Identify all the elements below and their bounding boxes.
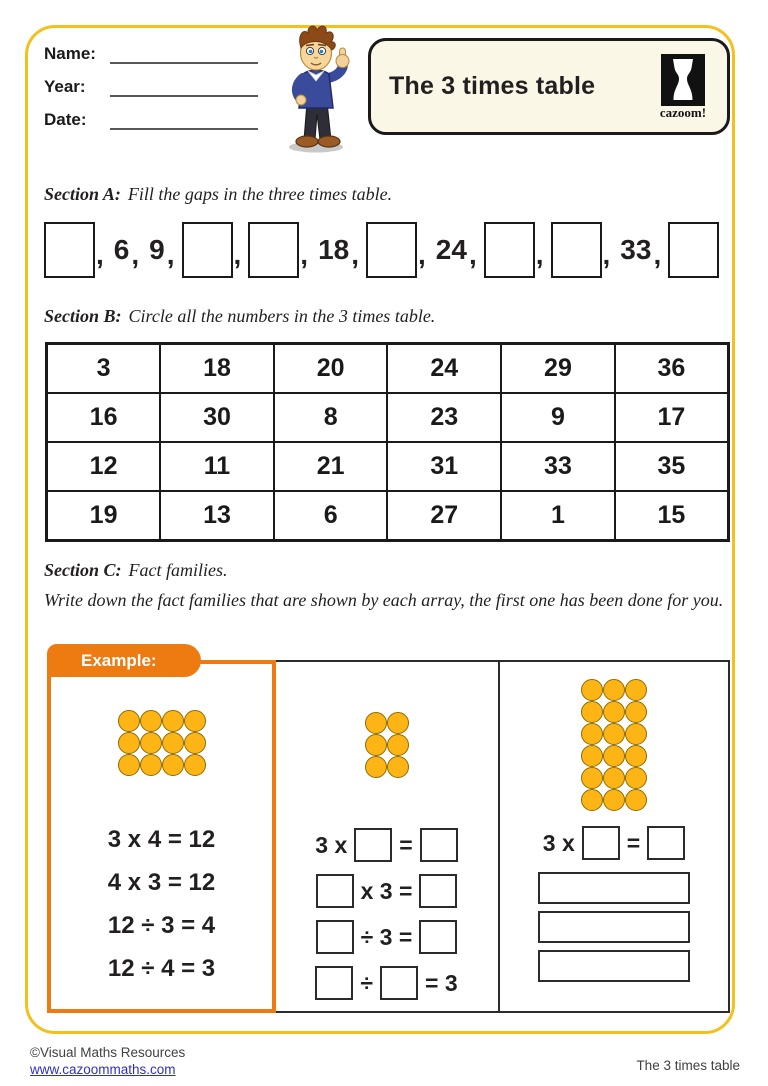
sequence-answer-box[interactable] <box>668 222 719 278</box>
equation-text: 3 x <box>542 829 575 856</box>
sequence-comma: , <box>131 239 140 270</box>
equation-answer-box[interactable] <box>582 826 620 860</box>
example-equation-line: 4 x 3 = 12 <box>107 869 216 896</box>
table-number-cell[interactable]: 30 <box>160 393 274 442</box>
copyright-text: ©Visual Maths Resources <box>30 1045 186 1060</box>
equation-answer-box[interactable] <box>419 920 457 954</box>
counter-dot-icon <box>603 679 625 701</box>
example-dot-array <box>118 710 206 776</box>
section-c-title: Fact families. <box>128 560 228 580</box>
times-table-sequence <box>44 222 744 278</box>
counter-dot-icon <box>625 723 647 745</box>
sequence-answer-box[interactable] <box>182 222 233 278</box>
equation-answer-box[interactable] <box>380 966 418 1000</box>
equation-row <box>275 920 498 954</box>
table-number-cell[interactable]: 31 <box>387 442 501 491</box>
table-number-cell[interactable]: 24 <box>387 344 501 394</box>
sequence-number: 9 <box>149 234 165 265</box>
section-c-label: Section C: <box>44 560 122 580</box>
table-number-cell[interactable]: 15 <box>615 491 729 541</box>
sequence-comma: , <box>166 239 175 270</box>
table-number-cell[interactable]: 8 <box>274 393 388 442</box>
table-number-cell[interactable]: 17 <box>615 393 729 442</box>
fact-family-problems-container <box>273 660 730 1013</box>
sequence-answer-box[interactable] <box>484 222 535 278</box>
section-b-instruction: Circle all the numbers in the 3 times table. <box>128 306 436 326</box>
section-a-heading <box>44 184 392 205</box>
sequence-comma: , <box>300 239 309 270</box>
equation-row <box>275 874 498 908</box>
table-number-cell[interactable]: 33 <box>501 442 615 491</box>
table-number-cell[interactable]: 29 <box>501 344 615 394</box>
sequence-comma: , <box>351 239 359 270</box>
table-number-cell[interactable]: 11 <box>160 442 274 491</box>
example-tab: Example: <box>47 644 201 677</box>
id-field-label: Year: <box>44 77 86 96</box>
counter-dot-icon <box>140 710 162 732</box>
counter-dot-icon <box>387 756 409 778</box>
cazoom-logo-text: cazoom! <box>659 104 707 120</box>
footer-left <box>30 1044 185 1078</box>
student-id-fields <box>44 42 258 141</box>
counter-dot-icon <box>118 732 140 754</box>
counter-dot-icon <box>140 754 162 776</box>
equation-answer-box[interactable] <box>647 826 685 860</box>
section-c-heading <box>44 560 228 581</box>
table-row <box>47 344 729 394</box>
table-number-cell[interactable]: 6 <box>274 491 388 541</box>
sequence-number: 33 <box>620 234 652 265</box>
equation-answer-box[interactable] <box>315 966 353 1000</box>
footer-worksheet-title: The 3 times table <box>636 1058 740 1073</box>
example-equations <box>51 818 272 990</box>
id-field-row <box>44 108 258 130</box>
counter-dot-icon <box>603 789 625 811</box>
equation-text: = <box>399 831 413 858</box>
counter-dot-icon <box>184 710 206 732</box>
problem-2-dot-array <box>365 712 409 778</box>
id-field-write-line[interactable] <box>110 77 258 97</box>
equation-answer-box[interactable] <box>419 874 457 908</box>
fact-family-answer-box[interactable] <box>538 911 690 943</box>
sequence-answer-box[interactable] <box>248 222 299 278</box>
equation-row <box>500 826 728 860</box>
counter-dot-icon <box>387 734 409 756</box>
table-number-cell[interactable]: 19 <box>47 491 161 541</box>
sequence-comma: , <box>233 239 242 270</box>
table-number-cell[interactable]: 27 <box>387 491 501 541</box>
id-field-row <box>44 42 258 64</box>
counter-dot-icon <box>365 734 387 756</box>
counter-dot-icon <box>581 723 603 745</box>
counter-dot-icon <box>603 723 625 745</box>
counter-dot-icon <box>118 754 140 776</box>
counter-dot-icon <box>162 754 184 776</box>
numbers-grid-table <box>45 342 730 542</box>
counter-dot-icon <box>184 754 206 776</box>
equation-text: ÷ <box>360 969 373 996</box>
sequence-number: 24 <box>435 234 467 265</box>
table-row <box>47 491 729 541</box>
equation-answer-box[interactable] <box>316 920 354 954</box>
sequence-answer-box[interactable] <box>366 222 417 278</box>
table-number-cell[interactable]: 20 <box>274 344 388 394</box>
equation-answer-box[interactable] <box>354 828 392 862</box>
counter-dot-icon <box>581 745 603 767</box>
counter-dot-icon <box>581 767 603 789</box>
example-equation-line: 12 ÷ 3 = 4 <box>107 912 216 939</box>
counter-dot-icon <box>581 679 603 701</box>
counter-dot-icon <box>365 712 387 734</box>
sequence-answer-box[interactable] <box>551 222 602 278</box>
counter-dot-icon <box>162 710 184 732</box>
sequence-comma: , <box>96 239 104 270</box>
cazoommaths-link[interactable]: www.cazoommaths.com <box>30 1062 176 1077</box>
equation-text: = <box>626 829 641 856</box>
counter-dot-icon <box>625 701 647 723</box>
sequence-number: 6 <box>113 234 130 265</box>
sequence-comma: , <box>418 239 426 270</box>
example-panel <box>47 660 276 1013</box>
counter-dot-icon <box>603 767 625 789</box>
sequence-number: 18 <box>318 234 350 265</box>
page-title: The 3 times table <box>389 72 596 100</box>
table-number-cell[interactable]: 16 <box>47 393 161 442</box>
counter-dot-icon <box>365 756 387 778</box>
equation-text: 3 x <box>315 831 348 858</box>
equation-answer-box[interactable] <box>420 828 458 862</box>
problem-3-answer-lines <box>500 872 728 982</box>
counter-dot-icon <box>625 679 647 701</box>
equation-row <box>275 828 498 862</box>
problem-3-panel <box>500 662 728 1011</box>
example-equation-line: 12 ÷ 4 = 3 <box>107 955 216 982</box>
example-equation-line: 3 x 4 = 12 <box>107 826 216 853</box>
counter-dot-icon <box>118 710 140 732</box>
id-field-label: Date: <box>44 110 87 129</box>
section-b-label: Section B: <box>44 306 122 326</box>
counter-dot-icon <box>140 732 162 754</box>
equation-text: ÷ 3 = <box>360 923 413 950</box>
table-number-cell[interactable]: 1 <box>501 491 615 541</box>
section-a-label: Section A: <box>44 184 121 204</box>
fact-family-answer-box[interactable] <box>538 872 690 904</box>
sequence-comma: , <box>602 239 611 270</box>
section-a-instruction: Fill the gaps in the three times table. <box>127 184 393 204</box>
counter-dot-icon <box>581 701 603 723</box>
equation-text: = 3 <box>425 969 458 996</box>
sequence-comma: , <box>468 239 477 270</box>
table-row <box>47 442 729 491</box>
id-field-write-line[interactable] <box>110 110 258 130</box>
counter-dot-icon <box>603 701 625 723</box>
id-field-row <box>44 75 258 97</box>
counter-dot-icon <box>581 789 603 811</box>
table-number-cell[interactable]: 35 <box>615 442 729 491</box>
equation-row <box>275 966 498 1000</box>
cazoom-drum-icon <box>660 54 706 106</box>
counter-dot-icon <box>625 745 647 767</box>
sequence-comma: , <box>653 239 662 270</box>
sequence-comma: , <box>535 239 544 270</box>
counter-dot-icon <box>387 712 409 734</box>
table-number-cell[interactable]: 13 <box>160 491 274 541</box>
cartoon-boy-illustration <box>270 24 362 159</box>
id-field-write-line[interactable] <box>110 44 258 64</box>
section-c-instruction: Write down the fact families that are shown by each array, the first one has been done for you. <box>44 590 724 610</box>
fact-family-answer-box[interactable] <box>538 950 690 982</box>
problem-3-dot-array <box>581 679 647 811</box>
id-field-label: Name: <box>44 44 96 63</box>
table-number-cell[interactable]: 9 <box>501 393 615 442</box>
table-number-cell[interactable]: 21 <box>274 442 388 491</box>
equation-answer-box[interactable] <box>316 874 354 908</box>
problem-2-equations <box>275 828 498 1000</box>
problem-2-panel <box>275 662 500 1011</box>
problem-3-equations <box>500 826 728 860</box>
section-b-heading <box>44 306 435 327</box>
counter-dot-icon <box>625 767 647 789</box>
counter-dot-icon <box>162 732 184 754</box>
worksheet-title-box <box>368 38 730 135</box>
table-number-cell[interactable]: 12 <box>47 442 161 491</box>
counter-dot-icon <box>625 789 647 811</box>
equation-text: x 3 = <box>360 877 413 904</box>
sequence-answer-box[interactable] <box>44 222 95 278</box>
table-number-cell[interactable]: 3 <box>47 344 161 394</box>
cazoom-logo <box>651 54 715 120</box>
counter-dot-icon <box>603 745 625 767</box>
table-number-cell[interactable]: 23 <box>387 393 501 442</box>
counter-dot-icon <box>184 732 206 754</box>
table-row <box>47 393 729 442</box>
table-number-cell[interactable]: 18 <box>160 344 274 394</box>
table-number-cell[interactable]: 36 <box>615 344 729 394</box>
